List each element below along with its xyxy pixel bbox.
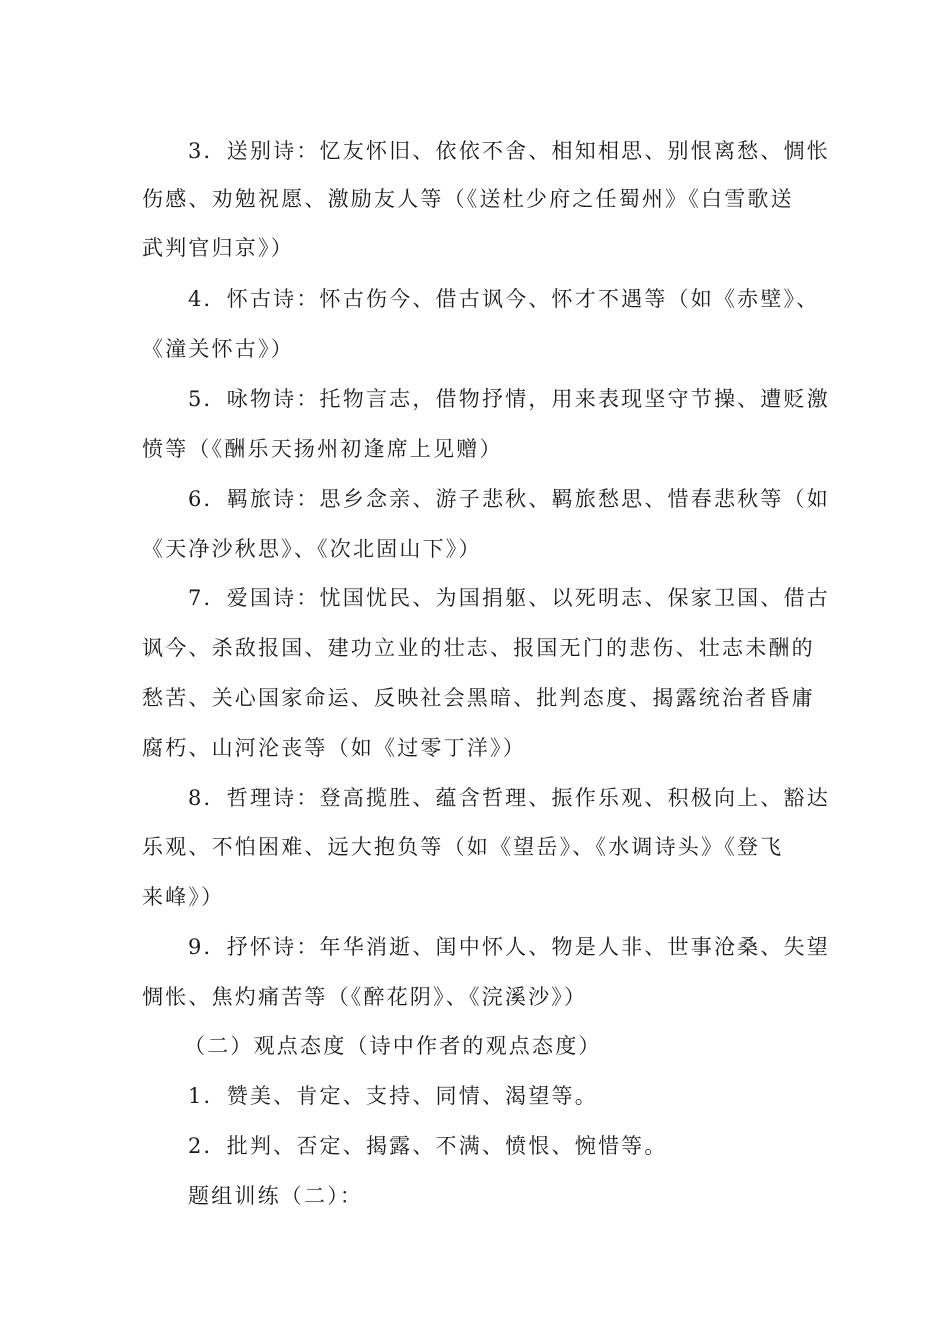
text-line: 武判官归京》） <box>142 236 294 260</box>
text-line: 伤感、劝勉祝愿、激励友人等（《送杜少府之任蜀州》《白雪歌送 <box>142 187 794 211</box>
text-line: 《天净沙秋思》、《次北固山下》） <box>142 537 482 561</box>
text-line: 5．咏物诗：托物言志，借物抒情，用来表现坚守节操、遭贬激 <box>188 387 830 411</box>
text-line: 《潼关怀古》） <box>142 337 294 361</box>
text-line: 7．爱国诗：忧国忧民、为国捐躯、以死明志、保家卫国、借古 <box>188 586 830 610</box>
section-heading: （二）观点态度（诗中作者的观点态度） <box>184 1034 602 1058</box>
text-line: 2．批判、否定、揭露、不满、愤恨、惋惜等。 <box>188 1134 668 1158</box>
text-line: 愁苦、关心国家命运、反映社会黑暗、批判态度、揭露统治者昏庸 <box>142 686 815 710</box>
text-line: 来峰》） <box>142 885 225 909</box>
text-line: 惆怅、焦灼痛苦等（《醉花阴》、《浣溪沙》） <box>142 985 588 1009</box>
section-heading: 题组训练（二）： <box>188 1184 364 1208</box>
text-line: 腐朽、山河沦丧等（如《过零丁洋》） <box>142 736 526 760</box>
text-line: 9．抒怀诗：年华消逝、闺中怀人、物是人非、世事沧桑、失望 <box>188 935 830 959</box>
text-line: 讽今、杀敌报国、建功立业的壮志、报国无门的悲伤、壮志未酬的 <box>142 636 815 660</box>
text-line: 4．怀古诗：怀古伤今、借古讽今、怀才不遇等（如《赤壁》、 <box>188 287 820 311</box>
text-line: 8．哲理诗：登高揽胜、蕴含哲理、振作乐观、积极向上、豁达 <box>188 786 830 810</box>
text-line: 1．赞美、肯定、支持、同情、渴望等。 <box>188 1084 598 1108</box>
text-line: 3．送别诗：忆友怀旧、依依不舍、相知相思、别恨离愁、惆怅 <box>188 139 830 163</box>
text-line: 愤等（《酬乐天扬州初逢席上见赠） <box>142 437 503 461</box>
text-line: 乐观、不怕困难、远大抱负等（如《望岳》、《水调诗头》《登飞 <box>142 835 784 859</box>
text-line: 6．羁旅诗：思乡念亲、游子悲秋、羁旅愁思、惜春悲秋等（如 <box>188 487 830 511</box>
